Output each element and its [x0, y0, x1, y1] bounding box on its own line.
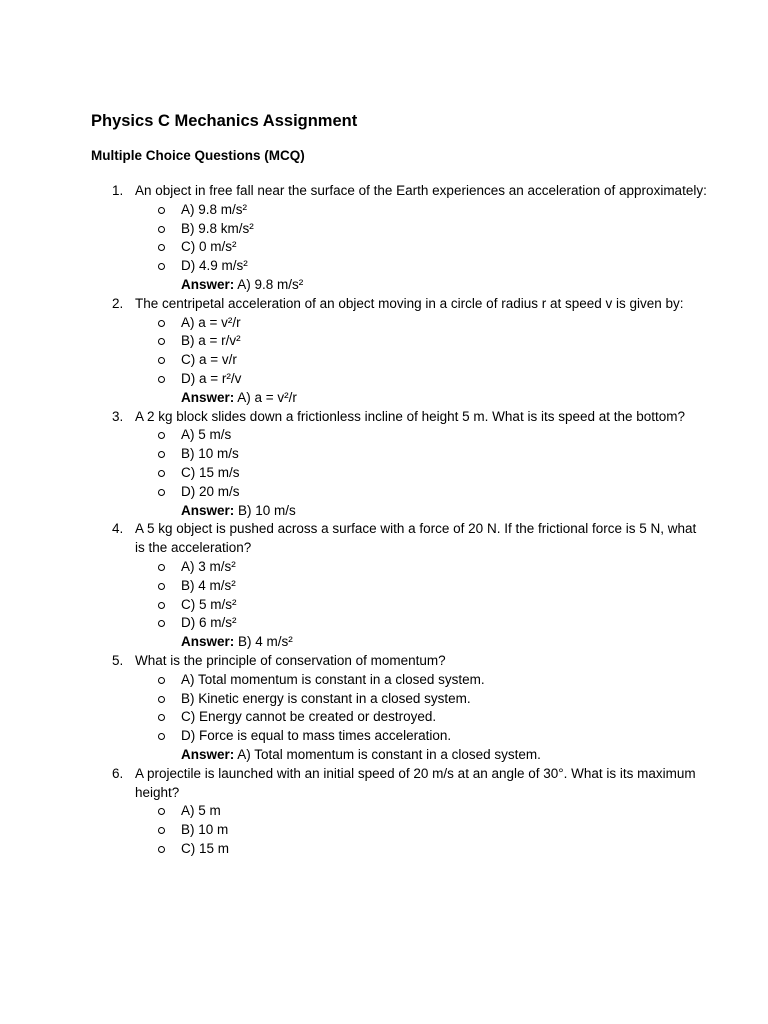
option-text: D) 4.9 m/s²: [181, 258, 248, 274]
option-text: C) a = v/r: [181, 352, 237, 368]
option-item: [135, 596, 708, 615]
question-text: An object in free fall near the surface of the Earth experiences an acceleration of approximately:: [135, 183, 707, 198]
option-item: [135, 201, 708, 220]
question-item: [91, 182, 708, 295]
answer-text: A) Total momentum is constant in a closed system.: [237, 746, 541, 762]
option-text: B) Kinetic energy is constant in a closed system.: [181, 690, 471, 706]
option-text: C) 5 m/s²: [181, 596, 237, 612]
option-item: [135, 821, 708, 840]
circle-bullet-icon: [158, 207, 165, 214]
option-item: [135, 220, 708, 239]
section-heading: Multiple Choice Questions (MCQ): [91, 148, 305, 163]
option-list: [135, 671, 708, 746]
circle-bullet-icon: [158, 338, 165, 345]
circle-bullet-icon: [158, 564, 165, 571]
option-text: C) 15 m: [181, 840, 230, 856]
option-item: [135, 483, 708, 502]
question-item: [91, 408, 708, 521]
option-text: C) 0 m/s²: [181, 239, 237, 255]
circle-bullet-icon: [158, 489, 165, 496]
option-item: [135, 840, 708, 859]
option-item: [135, 727, 708, 746]
option-item: [135, 690, 708, 709]
option-text: A) 9.8 m/s²: [181, 201, 248, 217]
circle-bullet-icon: [158, 357, 165, 364]
option-item: [135, 332, 708, 351]
answer-line: [135, 502, 708, 521]
circle-bullet-icon: [158, 808, 165, 815]
option-text: D) 6 m/s²: [181, 615, 237, 631]
option-text: A) 5 m/s: [181, 427, 232, 443]
circle-bullet-icon: [158, 677, 165, 684]
circle-bullet-icon: [158, 263, 165, 270]
answer-label: Answer:: [181, 502, 235, 518]
option-item: [135, 558, 708, 577]
answer-line: [135, 633, 708, 652]
option-item: [135, 577, 708, 596]
option-item: [135, 464, 708, 483]
answer-line: [135, 389, 708, 408]
option-list: [135, 558, 708, 633]
option-item: [135, 314, 708, 333]
question-number: 4.: [112, 521, 124, 537]
question-number: 2.: [112, 295, 124, 311]
option-text: A) a = v²/r: [181, 314, 241, 330]
option-item: [135, 671, 708, 690]
question-number: 1.: [112, 183, 124, 198]
question-text: A projectile is launched with an initial speed of 20 m/s at an angle of 30°. What is its maximum height?: [135, 765, 696, 800]
option-text: B) 9.8 km/s²: [181, 220, 254, 236]
question-item: [91, 295, 708, 408]
question-text: The centripetal acceleration of an object moving in a circle of radius r at speed v is given by:: [135, 295, 684, 311]
circle-bullet-icon: [158, 470, 165, 477]
answer-text: A) 9.8 m/s²: [237, 276, 304, 292]
option-item: [135, 257, 708, 276]
option-text: A) 5 m: [181, 803, 221, 819]
option-list: [135, 201, 708, 276]
circle-bullet-icon: [158, 696, 165, 703]
option-item: [135, 445, 708, 464]
option-item: [135, 708, 708, 727]
option-text: B) 10 m/s: [181, 446, 239, 462]
answer-line: [135, 276, 708, 295]
question-text: A 2 kg block slides down a frictionless incline of height 5 m. What is its speed at the bottom?: [135, 408, 686, 424]
circle-bullet-icon: [158, 827, 165, 834]
option-text: C) Energy cannot be created or destroyed.: [181, 709, 437, 725]
circle-bullet-icon: [158, 602, 165, 609]
circle-bullet-icon: [158, 244, 165, 251]
answer-text: B) 10 m/s: [238, 502, 296, 518]
option-item: [135, 802, 708, 821]
question-number: 5.: [112, 652, 124, 668]
option-item: [135, 370, 708, 389]
answer-label: Answer:: [181, 634, 235, 650]
option-text: A) Total momentum is constant in a closed system.: [181, 671, 485, 687]
option-list: [135, 426, 708, 501]
answer-text: A) a = v²/r: [237, 389, 297, 405]
circle-bullet-icon: [158, 583, 165, 590]
circle-bullet-icon: [158, 733, 165, 740]
document-title: Physics C Mechanics Assignment: [91, 112, 358, 130]
circle-bullet-icon: [158, 620, 165, 627]
circle-bullet-icon: [158, 451, 165, 458]
option-text: A) 3 m/s²: [181, 558, 236, 574]
circle-bullet-icon: [158, 320, 165, 327]
answer-label: Answer:: [181, 746, 235, 762]
circle-bullet-icon: [158, 846, 165, 853]
option-item: [135, 351, 708, 370]
answer-label: Answer:: [181, 389, 235, 405]
option-item: [135, 614, 708, 633]
option-text: B) 4 m/s²: [181, 577, 236, 593]
option-item: [135, 238, 708, 257]
answer-label: Answer:: [181, 276, 235, 292]
option-list: [135, 314, 708, 389]
question-item: [91, 520, 708, 652]
question-number: 3.: [112, 408, 124, 424]
option-item: [135, 426, 708, 445]
answer-text: B) 4 m/s²: [238, 634, 293, 650]
option-text: D) a = r²/v: [181, 370, 242, 386]
circle-bullet-icon: [158, 714, 165, 721]
question-item: [91, 652, 708, 765]
option-text: B) a = r/v²: [181, 333, 241, 349]
circle-bullet-icon: [158, 432, 165, 439]
question-text: A 5 kg object is pushed across a surface with a force of 20 N. If the frictional force is 5 N, what is the acceleration?: [135, 521, 697, 556]
option-text: C) 15 m/s: [181, 464, 240, 480]
option-text: D) Force is equal to mass times acceleration.: [181, 728, 452, 744]
question-item: [91, 765, 708, 859]
question-list: [91, 182, 708, 859]
option-text: D) 20 m/s: [181, 483, 240, 499]
option-list: [135, 802, 708, 858]
question-number: 6.: [112, 765, 124, 781]
circle-bullet-icon: [158, 226, 165, 233]
option-text: B) 10 m: [181, 822, 229, 838]
circle-bullet-icon: [158, 376, 165, 383]
question-text: What is the principle of conservation of momentum?: [135, 652, 446, 668]
answer-line: [135, 746, 708, 765]
